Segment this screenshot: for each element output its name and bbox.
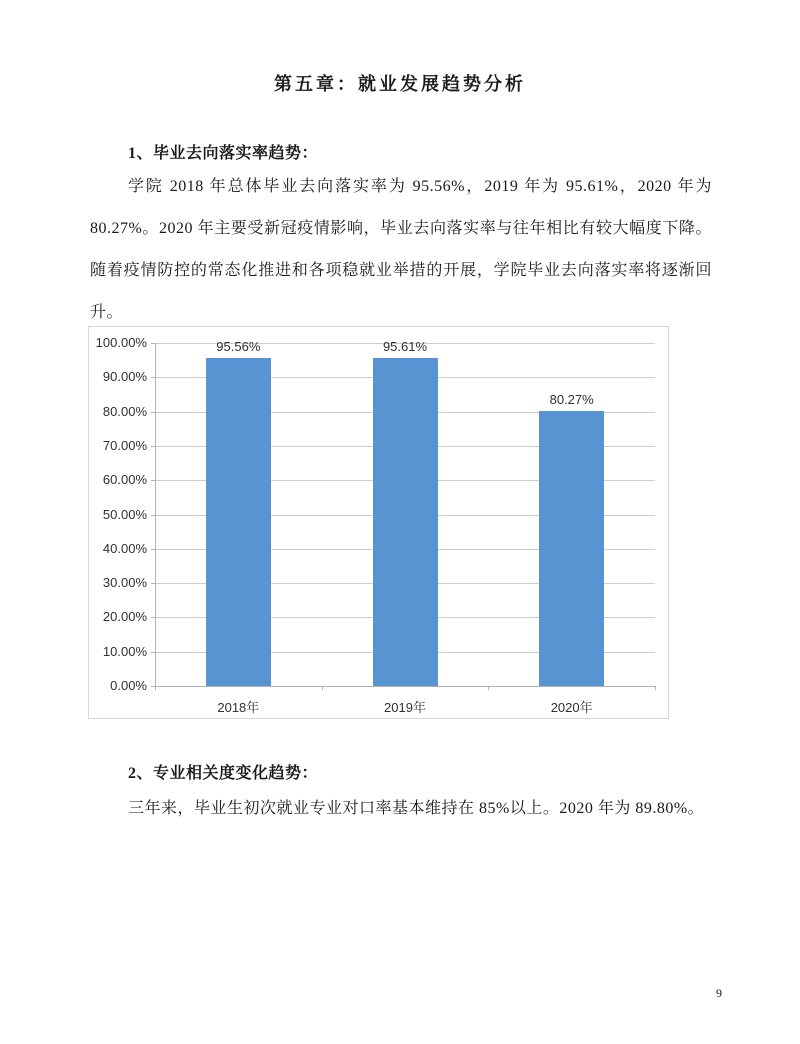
x-axis-tick — [155, 686, 156, 690]
y-tick-label: 0.00% — [110, 678, 147, 693]
y-tick-label: 20.00% — [102, 609, 147, 625]
y-tick-label: 80.00% — [102, 403, 147, 419]
section1-heading: 1、毕业去向落实率趋势： — [128, 145, 319, 162]
x-category-label: 2018年 — [217, 700, 260, 715]
y-tick-label: 60.00% — [102, 472, 147, 488]
bar-data-label: 95.56% — [216, 339, 261, 355]
section2-heading: 2、专业相关度变化趋势： — [128, 765, 319, 782]
bar — [373, 358, 438, 686]
y-tick-label: 10.00% — [102, 643, 147, 659]
y-tick-label: 90.00% — [102, 369, 147, 385]
page-number: 9 — [716, 986, 722, 1000]
x-axis-tick — [488, 686, 489, 690]
x-category-label: 2019年 — [384, 700, 426, 715]
bar-data-label: 95.61% — [382, 339, 428, 355]
section1-paragraph: 学院 2018 年总体毕业去向落实率为 95.56%，2019 年为 95.61%，2020 年为 80.27%。2020 年主要受新冠疫情影响，毕业去向落实率与往年相比有较大幅度下降。随着疫情防控的常态化推进和各项稳就业举措的开展，学院毕业去向落实率将逐渐回升。 — [90, 178, 712, 321]
bar — [539, 411, 604, 686]
x-axis-tick — [322, 686, 323, 690]
bar-data-label: 80.27% — [549, 391, 594, 407]
y-tick-label: 30.00% — [102, 575, 147, 591]
x-axis-tick — [655, 686, 656, 690]
page-title: 第五章：就业发展趋势分析 — [274, 74, 526, 94]
bar — [206, 358, 271, 686]
y-tick-label: 50.00% — [102, 506, 147, 522]
employment-rate-bar-chart — [88, 326, 669, 719]
x-category-label: 2020年 — [550, 700, 593, 715]
y-tick-label: 100.00% — [95, 335, 147, 350]
section2-paragraph: 三年来，毕业生初次就业专业对口率基本维持在 85%以上。2020 年为 89.80%。 — [128, 800, 705, 817]
x-axis-line — [155, 686, 655, 687]
y-axis-line — [155, 343, 156, 686]
y-tick-label: 40.00% — [102, 540, 147, 556]
y-tick-label: 70.00% — [102, 437, 147, 453]
